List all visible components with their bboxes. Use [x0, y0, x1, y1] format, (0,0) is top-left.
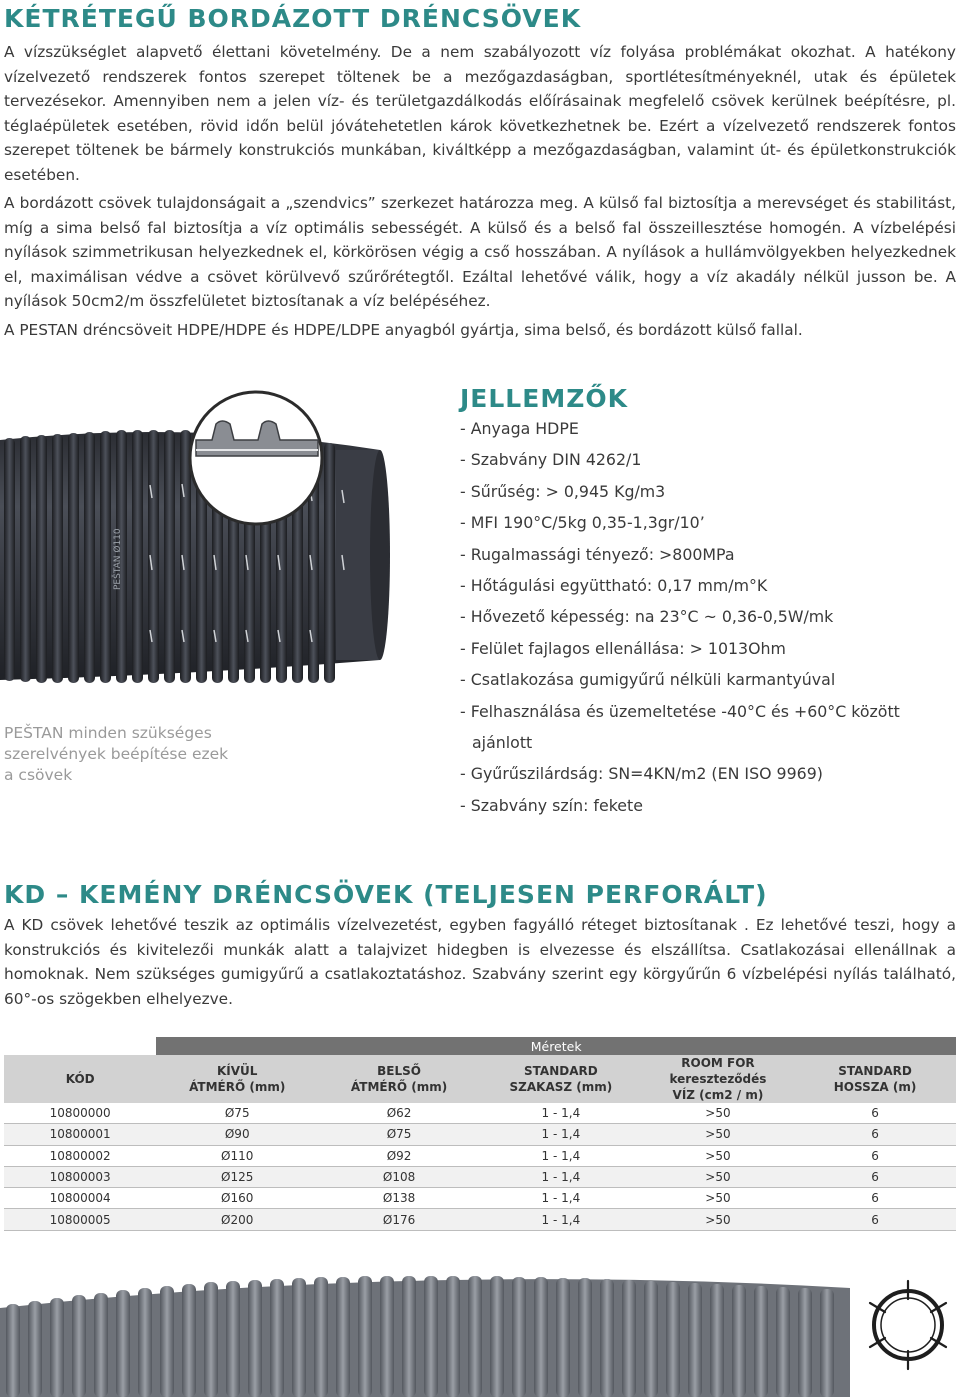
- feature-item: - Felhasználása és üzemeltetése -40°C és +60°C között: [460, 701, 900, 721]
- table-row: [4, 1166, 956, 1187]
- cell-code: 10800003: [4, 1166, 156, 1187]
- cell-code: 10800002: [4, 1145, 156, 1166]
- cell-section: 1 - 1,4: [480, 1188, 642, 1209]
- header-line: VÍZ (cm2 / m): [672, 1088, 764, 1102]
- cell-section: 1 - 1,4: [480, 1209, 642, 1230]
- feature-item: - Szabvány DIN 4262/1: [460, 450, 642, 470]
- cell-inner: Ø75: [318, 1124, 480, 1145]
- perforation-diagram-icon: [860, 1277, 956, 1373]
- cell-code: 10800004: [4, 1188, 156, 1209]
- cell-section: 1 - 1,4: [480, 1145, 642, 1166]
- feature-item: - Hőtágulási együttható: 0,17 mm/m°K: [460, 575, 768, 595]
- cell-inner: Ø62: [318, 1103, 480, 1124]
- pipe-marking: PEŠTAN Ø110: [113, 528, 123, 590]
- header-line: SZAKASZ (mm): [509, 1080, 613, 1094]
- cell-length: 6: [794, 1103, 956, 1124]
- header-line: HOSSZA (m): [833, 1080, 917, 1094]
- cell-inflow: >50: [642, 1145, 794, 1166]
- header-line: KÓD: [65, 1072, 95, 1086]
- cell-inflow: >50: [642, 1103, 794, 1124]
- corrugated-pipe-illustration: [0, 380, 440, 690]
- cell-inner: Ø92: [318, 1145, 480, 1166]
- header-line: kereszteződés: [669, 1072, 767, 1086]
- table-row: [4, 1188, 956, 1209]
- feature-item: - Gyűrűszilárdság: SN=4KN/m2 (EN ISO 9969): [460, 764, 823, 784]
- column-header-standard-section: [480, 1055, 642, 1103]
- cell-length: 6: [794, 1145, 956, 1166]
- intro-paragraph: A PESTAN dréncsöveit HDPE/HDPE és HDPE/LDPE anyagból gyártja, sima belső, és bordázott külső fallal.: [4, 320, 803, 339]
- page-title: KÉTRÉTEGŰ BORDÁZOTT DRÉNCSÖVEK: [4, 4, 582, 33]
- feature-item: - Felület fajlagos ellenállása: > 1013Ohm: [460, 638, 786, 658]
- feature-item: - Anyaga HDPE: [460, 419, 579, 438]
- header-line: ROOM FOR: [681, 1056, 755, 1070]
- cell-length: 6: [794, 1209, 956, 1230]
- table-row: [4, 1103, 956, 1124]
- cell-inner: Ø138: [318, 1188, 480, 1209]
- intro-paragraph: A vízszükséglet alapvető élettani követelmény. De a nem szabályozott víz folyása problémákat okozhat. A hatékony vízelvezető rendszerek fontos szerepet töltenek be a mezőgazdaságban, sportlétesítményeknél, utak és épületek tervezésekor. Amennyiben nem a jelen víz- és területgazdálkodás előírásainak megfelelő csövek kerülnek beépítésre, pl. téglaépületek esetében, rövid időn belül jóvátehetetlen károk következhetnek be. Ezért a vízelvezető rendszerek fontos szerepet töltenek be bármely konstrukciós munkában, kiváltképp a mezőgazdaságban, valamint út- és épületkonstrukciók esetében.: [4, 43, 956, 184]
- table-group-header: Méretek: [156, 1037, 956, 1055]
- cell-length: 6: [794, 1166, 956, 1187]
- kd-pipe-illustration: [0, 1268, 850, 1397]
- feature-item: - Csatlakozása gumigyűrű nélküli karmantyúval: [460, 670, 836, 690]
- column-header-inner-diameter: [318, 1055, 480, 1103]
- header-line: STANDARD: [524, 1064, 598, 1078]
- header-line: ÁTMÉRŐ (mm): [350, 1080, 448, 1094]
- cell-outer: Ø125: [156, 1166, 318, 1187]
- header-line: ÁTMÉRŐ (mm): [189, 1080, 286, 1094]
- feature-item: - Rugalmassági tényező: >800MPa: [460, 544, 735, 564]
- column-header-standard-length: [794, 1055, 956, 1103]
- cell-inflow: >50: [642, 1124, 794, 1145]
- cell-code: 10800000: [4, 1103, 156, 1124]
- cell-outer: Ø110: [156, 1145, 318, 1166]
- dimensions-table: [4, 1037, 956, 1231]
- cell-section: 1 - 1,4: [480, 1166, 642, 1187]
- pipe-caption: PEŠTAN minden szükséges szerelvények beépítése ezek a csövek: [4, 724, 229, 784]
- cell-length: 6: [794, 1124, 956, 1145]
- cell-outer: Ø75: [156, 1103, 318, 1124]
- feature-item: - MFI 190°C/5kg 0,35-1,3gr/10’: [460, 513, 705, 533]
- header-line: KÍVÜL: [217, 1064, 258, 1078]
- header-line: STANDARD: [838, 1064, 912, 1078]
- cell-length: 6: [794, 1188, 956, 1209]
- kd-section-text: A KD csövek lehetővé teszik az optimális vízelvezetést, egyben fagyálló réteget biztosítanak . Ez lehetővé teszi, hogy a konstrukciós és kivitelezői munkák alatt a talajvizet hidegben is elvezesse és elszállítsa. Csatlakozásai ellenállnak a homoknak. Nem szükséges gumigyűrű a csatlakoztatáshoz. Szabvány szerint egy körgyűrűn 6 vízbelépési nyílás található, 60°-os szögekben elhelyezve.: [4, 916, 956, 1008]
- cell-section: 1 - 1,4: [480, 1124, 642, 1145]
- cell-outer: Ø200: [156, 1209, 318, 1230]
- cross-section-detail: [190, 392, 322, 524]
- table-row: [4, 1124, 956, 1145]
- cell-code: 10800001: [4, 1124, 156, 1145]
- cell-outer: Ø160: [156, 1188, 318, 1209]
- column-header-water-inflow: [642, 1055, 794, 1103]
- cell-inner: Ø176: [318, 1209, 480, 1230]
- feature-item: - Szabvány szín: fekete: [460, 795, 643, 815]
- intro-text: [4, 40, 956, 342]
- cell-section: 1 - 1,4: [480, 1103, 642, 1124]
- column-header-code: [4, 1055, 156, 1103]
- features-title: JELLEMZŐK: [460, 384, 628, 413]
- feature-item-continuation: ajánlott: [472, 732, 533, 752]
- header-line: BELSŐ: [377, 1064, 421, 1078]
- cell-inflow: >50: [642, 1166, 794, 1187]
- cell-inflow: >50: [642, 1209, 794, 1230]
- intro-paragraph: A bordázott csövek tulajdonságait a „szendvics” szerkezet határozza meg. A külső fal biztosítja a merevséget és stabilitást, míg a sima belső fal biztosítja a víz optimális sebességét. A külső és a belső fal összeillesztése homogén. A vízbelépési nyílások szimmetrikusan helyezkednek el, körkörösen végig a cső hosszában. A nyílások a hullámvölgyekben helyezkednek el, maximálisan védve a csövet körülvevő szűrőrétegtől. Ezáltal lehetővé válik, hogy a víz akadály nélkül jusson be. A nyílások 50cm2/m összfelületet biztosítanak a víz belépéséhez.: [4, 194, 956, 310]
- kd-section-title: KD – KEMÉNY DRÉNCSÖVEK (TELJESEN PERFORÁLT): [4, 880, 768, 909]
- features-list: [460, 418, 900, 826]
- column-header-outer-diameter: [156, 1055, 318, 1103]
- table-row: [4, 1209, 956, 1230]
- table-row: [4, 1145, 956, 1166]
- cell-outer: Ø90: [156, 1124, 318, 1145]
- feature-item: - Sűrűség: > 0,945 Kg/m3: [460, 481, 666, 501]
- cell-inner: Ø108: [318, 1166, 480, 1187]
- cell-code: 10800005: [4, 1209, 156, 1230]
- table-corner: [4, 1037, 156, 1055]
- feature-item: - Hővezető képesség: na 23°C ~ 0,36-0,5W/mk: [460, 607, 834, 627]
- cell-inflow: >50: [642, 1188, 794, 1209]
